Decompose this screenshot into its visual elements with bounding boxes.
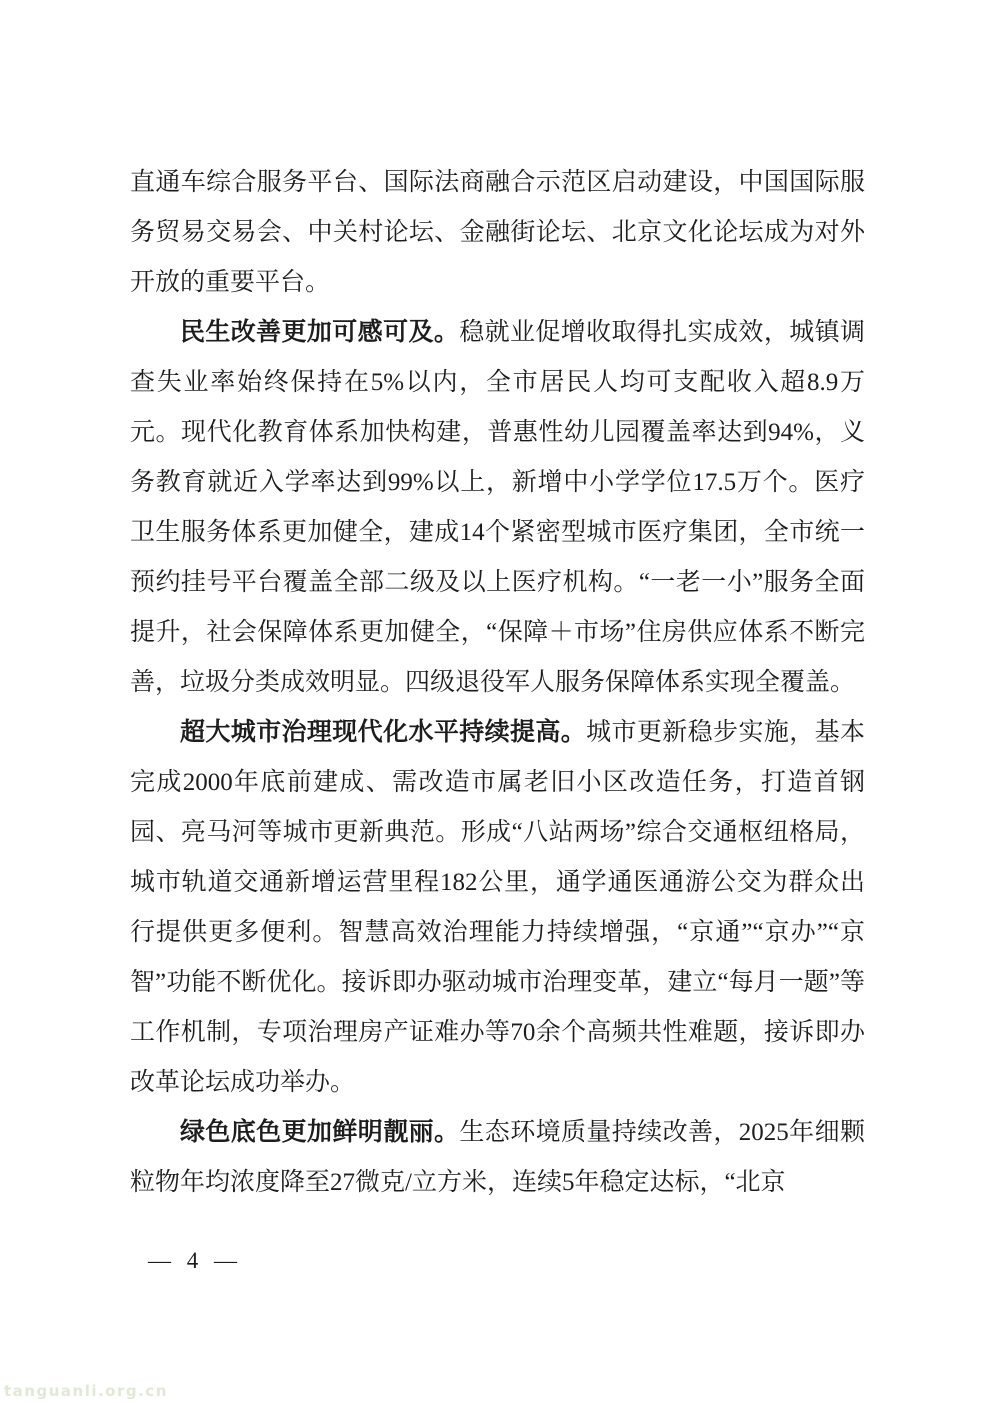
- paragraph-livelihood: [130, 308, 865, 708]
- paragraph-text: 稳就业促增收取得扎实成效，城镇调查失业率始终保持在5%以内，全市居民人均可支配收入超8.9万元。现代化教育体系加快构建，普惠性幼儿园覆盖率达到94%，义务教育就近入学率达到99%以上，新增中小学学位17.5万个。医疗卫生服务体系更加健全，建成14个紧密型城市医疗集团，全市统一预约挂号平台覆盖全部二级及以上医疗机构。“一老一小”服务全面提升，社会保障体系更加健全，“保障＋市场”住房供应体系不断完善，垃圾分类成效明显。四级退役军人服务保障体系实现全覆盖。: [130, 319, 865, 696]
- paragraph-lead: 超大城市治理现代化水平持续提高。: [180, 719, 587, 746]
- paragraph-text: 生态环境质量持续改善，2025年细颗粒物年均浓度降至27微克/立方米，连续5年稳定达标，“北京: [130, 1119, 865, 1196]
- document-body: [130, 158, 865, 1208]
- page-number: — 4 —: [148, 1248, 238, 1273]
- watermark: tanguanli.org.cn: [4, 1382, 168, 1400]
- paragraph-text: 直通车综合服务平台、国际法商融合示范区启动建设，中国国际服务贸易交易会、中关村论坛、金融街论坛、北京文化论坛成为对外开放的重要平台。: [130, 169, 865, 296]
- paragraph-city-governance: [130, 708, 865, 1108]
- paragraph-text: 城市更新稳步实施，基本完成2000年底前建成、需改造市属老旧小区改造任务，打造首钢园、亮马河等城市更新典范。形成“八站两场”综合交通枢纽格局，城市轨道交通新增运营里程182公里，通学通医通游公交为群众出行提供更多便利。智慧高效治理能力持续增强，“京通”“京办”“京智”功能不断优化。接诉即办驱动城市治理变革，建立“每月一题”等工作机制，专项治理房产证难办等70余个高频共性难题，接诉即办改革论坛成功举办。: [130, 719, 865, 1096]
- paragraph-green-environment: [130, 1108, 865, 1208]
- paragraph-lead: 民生改善更加可感可及。: [180, 319, 460, 346]
- paragraph-lead: 绿色底色更加鲜明靓丽。: [180, 1119, 460, 1146]
- paragraph-continuation: [130, 158, 865, 308]
